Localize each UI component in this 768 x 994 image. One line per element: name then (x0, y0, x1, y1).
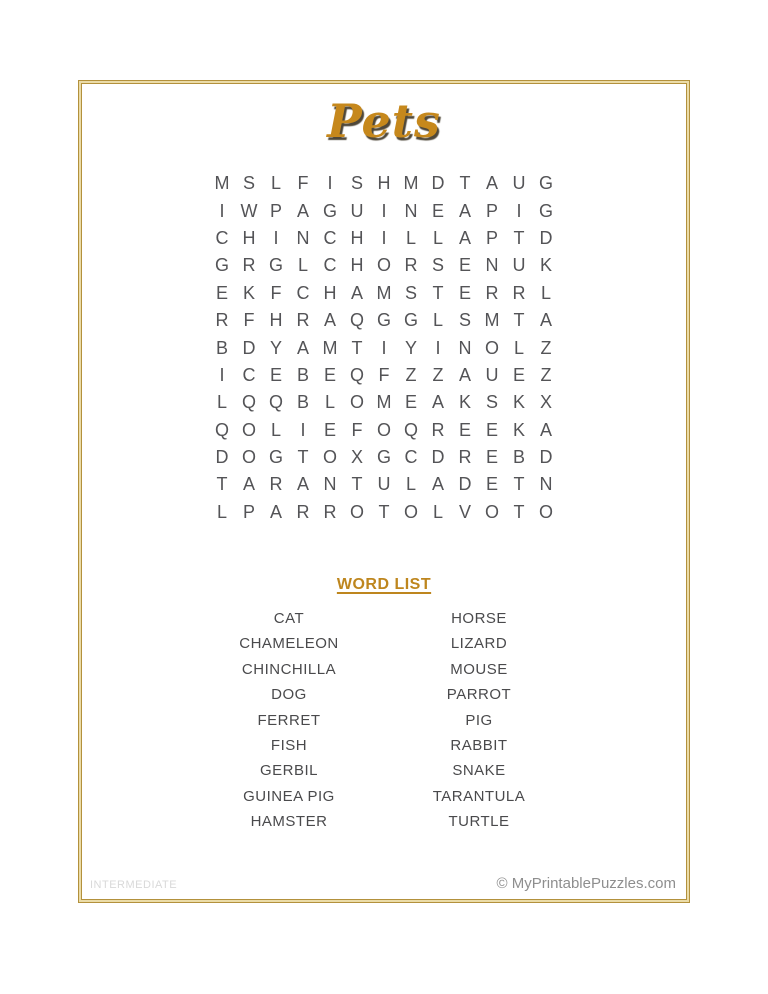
grid-letter: K (512, 419, 525, 440)
grid-letter: A (242, 474, 255, 495)
grid-letter: H (242, 227, 256, 248)
grid-letter: R (512, 282, 526, 303)
grid-letter: D (215, 447, 229, 468)
grid-letter: K (539, 255, 552, 276)
word-list-item: GUINEA PIG (243, 787, 335, 805)
grid-letter: I (381, 200, 387, 221)
page-border-frame-inner (81, 83, 687, 900)
grid-letter: G (538, 173, 553, 194)
word-list-heading: WORD LIST (336, 576, 432, 593)
grid-letter: E (323, 419, 336, 440)
grid-letter: A (296, 337, 309, 358)
grid-letter: M (322, 337, 338, 358)
grid-letter: H (350, 227, 364, 248)
grid-letter: L (405, 474, 416, 495)
grid-letter: L (405, 227, 416, 248)
grid-letter: F (351, 419, 363, 440)
grid-letter: L (540, 282, 551, 303)
grid-row (209, 197, 560, 224)
grid-letter: T (432, 282, 444, 303)
grid-letter: M (376, 282, 392, 303)
grid-letter: E (485, 474, 498, 495)
grid-letter: A (350, 282, 363, 303)
grid-letter: R (242, 255, 256, 276)
grid-letter: I (327, 173, 333, 194)
word-list-item: HAMSTER (250, 813, 328, 831)
grid-letter: A (485, 173, 498, 194)
word-list-item: TURTLE (448, 813, 510, 831)
grid-row (209, 362, 560, 389)
grid-letter: H (323, 282, 337, 303)
grid-letter: I (381, 337, 387, 358)
grid-letter: Y (404, 337, 417, 358)
grid-letter: R (431, 419, 445, 440)
word-list-item: RABBIT (450, 736, 508, 754)
letter-grid (209, 170, 560, 526)
grid-letter: E (458, 282, 471, 303)
grid-letter: F (270, 282, 282, 303)
grid-letter: K (512, 392, 525, 413)
grid-letter: N (404, 200, 418, 221)
grid-letter: L (216, 501, 227, 522)
grid-letter: L (297, 255, 308, 276)
grid-letter: B (296, 364, 309, 385)
grid-letter: F (243, 310, 255, 331)
grid-letter: V (458, 501, 471, 522)
word-list-item: CHAMELEON (239, 635, 339, 653)
grid-letter: A (458, 364, 471, 385)
grid-letter: K (458, 392, 471, 413)
word-list-item: PIG (465, 711, 493, 729)
grid-letter: S (404, 282, 417, 303)
grid-letter: U (350, 200, 364, 221)
grid-letter: Q (268, 392, 283, 413)
grid-letter: Q (349, 364, 364, 385)
grid-letter: G (268, 255, 283, 276)
grid-letter: R (458, 447, 472, 468)
word-list-item: SNAKE (452, 762, 506, 780)
grid-letter: T (513, 227, 525, 248)
grid-letter: Q (214, 419, 229, 440)
grid-letter: O (349, 392, 364, 413)
grid-letter: N (296, 227, 310, 248)
grid-letter: R (323, 501, 337, 522)
word-list-item: GERBIL (259, 762, 319, 780)
puzzle-title: Pets (327, 94, 441, 148)
grid-letter: F (297, 173, 309, 194)
word-list (194, 606, 574, 835)
grid-letter: C (242, 364, 256, 385)
grid-letter: U (512, 255, 526, 276)
grid-letter: T (351, 474, 363, 495)
grid-letter: T (216, 474, 228, 495)
grid-row (209, 280, 560, 307)
word-list-item: CHINCHILLA (241, 660, 337, 678)
word-list-column-right (384, 606, 574, 835)
grid-letter: M (484, 310, 500, 331)
grid-letter: O (241, 419, 256, 440)
grid-row (209, 334, 560, 361)
grid-row (209, 225, 560, 252)
grid-row (209, 389, 560, 416)
grid-letter: K (242, 282, 255, 303)
grid-letter: O (484, 337, 499, 358)
grid-letter: R (269, 474, 283, 495)
grid-letter: I (273, 227, 279, 248)
grid-letter: E (323, 364, 336, 385)
word-list-column-left (194, 606, 384, 835)
grid-letter: O (349, 501, 364, 522)
grid-letter: G (322, 200, 337, 221)
grid-letter: N (539, 474, 553, 495)
grid-letter: H (350, 255, 364, 276)
grid-row (209, 307, 560, 334)
grid-letter: P (485, 200, 498, 221)
grid-letter: T (459, 173, 471, 194)
grid-letter: R (296, 310, 310, 331)
grid-letter: H (377, 173, 391, 194)
grid-letter: W (240, 200, 258, 221)
grid-letter: M (214, 173, 230, 194)
grid-letter: I (219, 200, 225, 221)
grid-letter: G (538, 200, 553, 221)
grid-letter: L (513, 337, 524, 358)
grid-letter: C (404, 447, 418, 468)
grid-letter: S (431, 255, 444, 276)
grid-letter: O (241, 447, 256, 468)
grid-letter: A (296, 474, 309, 495)
grid-letter: G (403, 310, 418, 331)
grid-letter: U (377, 474, 391, 495)
grid-letter: C (215, 227, 229, 248)
grid-letter: S (458, 310, 471, 331)
grid-letter: E (215, 282, 228, 303)
grid-letter: E (485, 447, 498, 468)
grid-letter: F (378, 364, 390, 385)
grid-letter: L (324, 392, 335, 413)
grid-letter: G (376, 310, 391, 331)
grid-letter: A (458, 227, 471, 248)
grid-letter: A (539, 419, 552, 440)
grid-letter: D (458, 474, 472, 495)
grid-letter: P (242, 501, 255, 522)
grid-row (209, 170, 560, 197)
word-list-item: FERRET (257, 711, 321, 729)
grid-letter: M (376, 392, 392, 413)
grid-letter: Z (432, 364, 444, 385)
grid-letter: T (351, 337, 363, 358)
grid-letter: I (300, 419, 306, 440)
grid-letter: O (376, 419, 391, 440)
grid-letter: D (431, 173, 445, 194)
grid-letter: C (323, 255, 337, 276)
grid-letter: C (296, 282, 310, 303)
word-list-item: LIZARD (450, 635, 508, 653)
grid-letter: A (431, 392, 444, 413)
grid-letter: O (403, 501, 418, 522)
grid-letter: L (216, 392, 227, 413)
grid-letter: H (269, 310, 283, 331)
grid-letter: E (431, 200, 444, 221)
grid-letter: I (219, 364, 225, 385)
grid-row (209, 499, 560, 526)
grid-letter: Q (403, 419, 418, 440)
grid-letter: N (323, 474, 337, 495)
difficulty-label: INTERMEDIATE (90, 879, 178, 891)
grid-letter: D (539, 227, 553, 248)
grid-letter: C (323, 227, 337, 248)
grid-letter: X (350, 447, 363, 468)
grid-letter: B (296, 392, 309, 413)
grid-letter: O (538, 501, 553, 522)
word-list-item: HORSE (451, 610, 507, 627)
grid-letter: Q (241, 392, 256, 413)
grid-letter: T (297, 447, 309, 468)
grid-letter: L (270, 173, 281, 194)
grid-letter: X (539, 392, 552, 413)
grid-letter: L (270, 419, 281, 440)
grid-letter: A (323, 310, 336, 331)
grid-letter: D (242, 337, 256, 358)
word-list-item: FISH (270, 736, 308, 754)
grid-letter: L (432, 310, 443, 331)
grid-letter: O (322, 447, 337, 468)
grid-letter: T (378, 501, 390, 522)
grid-letter: A (296, 200, 309, 221)
grid-letter: T (513, 474, 525, 495)
grid-letter: U (485, 364, 499, 385)
grid-letter: I (381, 227, 387, 248)
grid-letter: A (431, 474, 444, 495)
word-list-item: DOG (271, 686, 307, 704)
grid-letter: B (512, 447, 525, 468)
grid-row (209, 444, 560, 471)
grid-letter: E (269, 364, 282, 385)
grid-letter: L (432, 501, 443, 522)
copyright-label: © MyPrintablePuzzles.com (496, 875, 676, 892)
grid-letter: T (513, 310, 525, 331)
grid-letter: Z (540, 364, 552, 385)
grid-letter: E (404, 392, 417, 413)
grid-letter: R (296, 501, 310, 522)
grid-letter: D (431, 447, 445, 468)
grid-letter: Y (269, 337, 282, 358)
grid-letter: Q (349, 310, 364, 331)
grid-letter: B (215, 337, 228, 358)
grid-letter: E (512, 364, 525, 385)
word-list-item: MOUSE (450, 660, 508, 678)
grid-letter: S (350, 173, 363, 194)
grid-letter: A (458, 200, 471, 221)
grid-letter: P (269, 200, 282, 221)
grid-letter: L (432, 227, 443, 248)
grid-letter: E (485, 419, 498, 440)
grid-letter: I (516, 200, 522, 221)
grid-row (209, 417, 560, 444)
grid-letter: Z (540, 337, 552, 358)
grid-letter: A (269, 501, 282, 522)
grid-letter: E (458, 419, 471, 440)
grid-letter: M (403, 173, 419, 194)
grid-row (209, 252, 560, 279)
grid-letter: S (242, 173, 255, 194)
grid-letter: E (458, 255, 471, 276)
grid-letter: T (513, 501, 525, 522)
grid-row (209, 471, 560, 498)
grid-letter: R (215, 310, 229, 331)
page-border-frame (78, 80, 690, 903)
grid-letter: Z (405, 364, 417, 385)
word-list-item: PARROT (446, 686, 512, 704)
grid-letter: U (512, 173, 526, 194)
grid-letter: A (539, 310, 552, 331)
grid-letter: G (214, 255, 229, 276)
word-list-item: TARANTULA (432, 787, 526, 805)
grid-letter: R (404, 255, 418, 276)
grid-letter: I (435, 337, 441, 358)
grid-letter: O (376, 255, 391, 276)
grid-letter: P (485, 227, 498, 248)
grid-letter: O (484, 501, 499, 522)
grid-letter: D (539, 447, 553, 468)
grid-letter: N (485, 255, 499, 276)
grid-letter: G (376, 447, 391, 468)
grid-letter: R (485, 282, 499, 303)
grid-letter: G (268, 447, 283, 468)
grid-letter: S (485, 392, 498, 413)
grid-letter: N (458, 337, 472, 358)
word-list-item: CAT (273, 610, 305, 627)
